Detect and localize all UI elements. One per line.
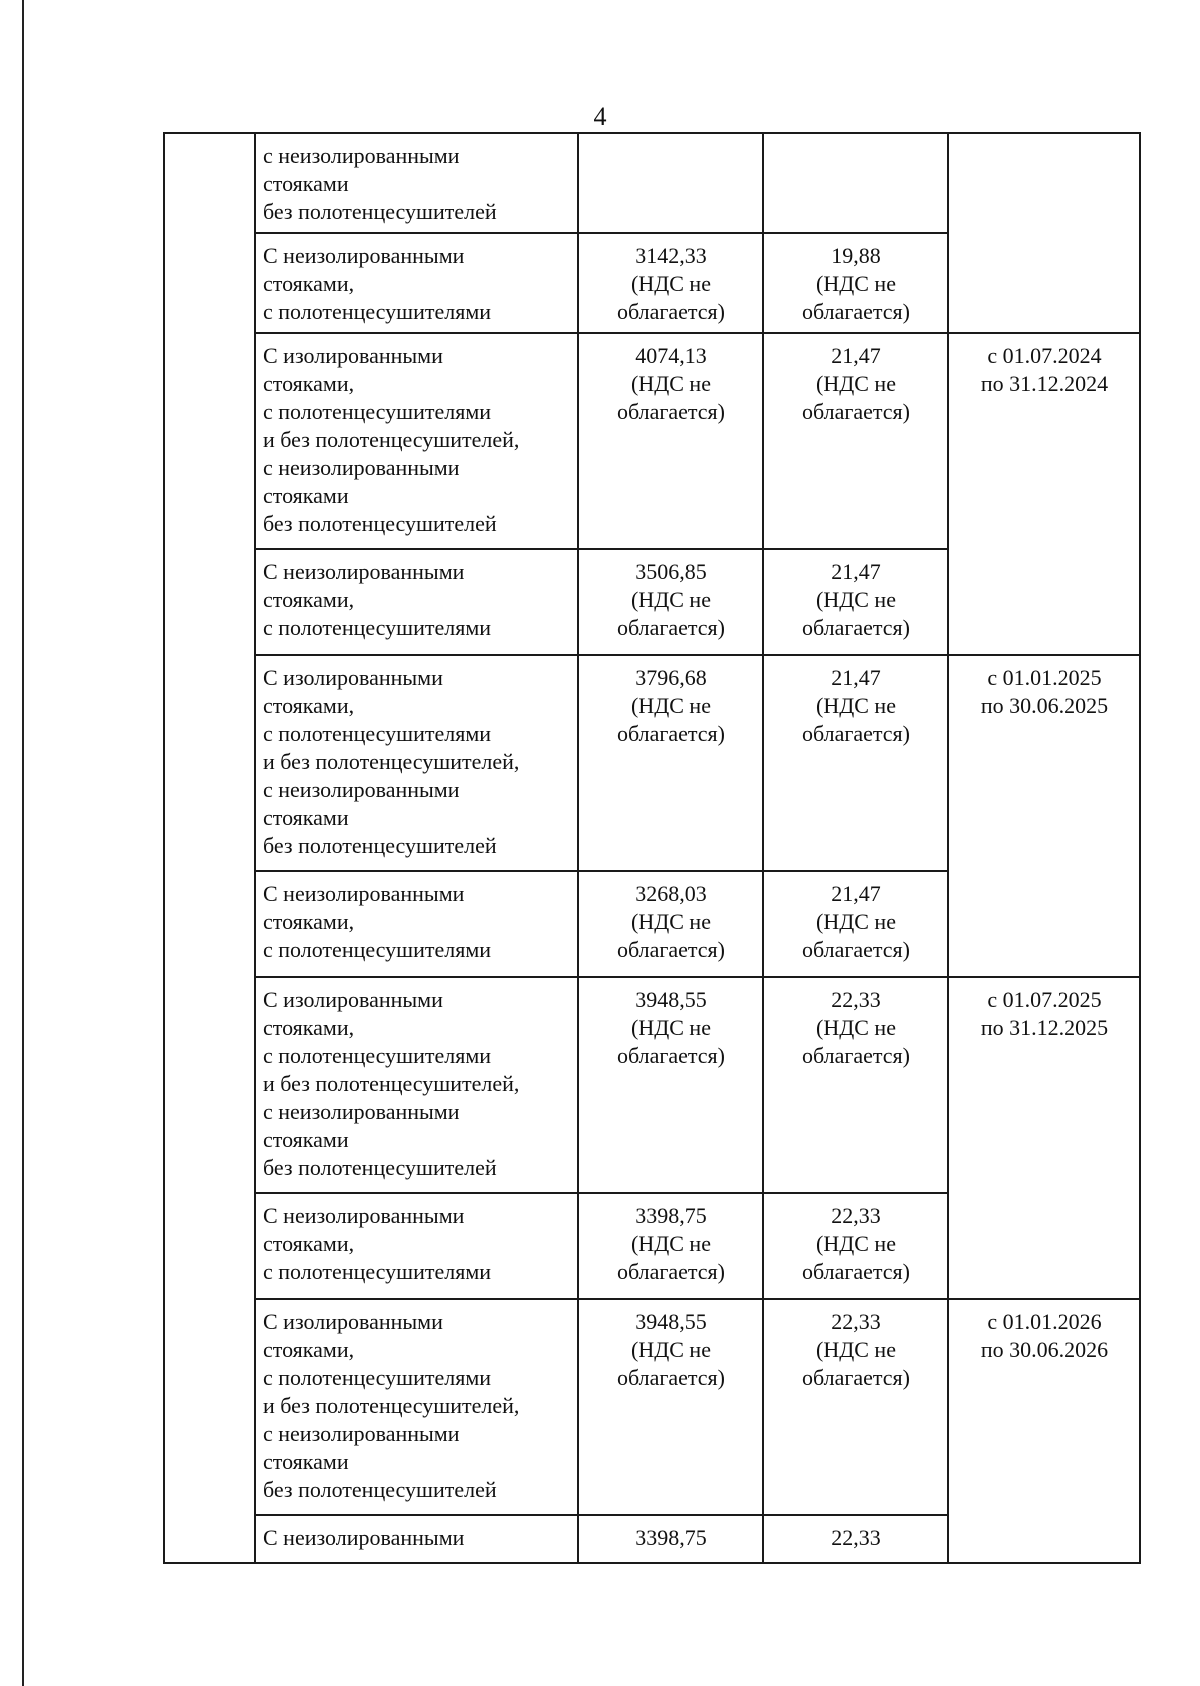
tariff-value: 3398,75 [578, 1515, 763, 1563]
riser-description: С неизолированными стояками, с полотенцесушителями [255, 1193, 578, 1299]
page-number: 4 [593, 102, 607, 131]
row-number-cell [164, 133, 255, 1563]
norm-value: 21,47 (НДС не облагается) [763, 655, 948, 871]
riser-description: с неизолированными стояками без полотенцесушителей [255, 133, 578, 233]
norm-value [763, 133, 948, 233]
table-row [164, 133, 1140, 233]
riser-description: С изолированными стояками, с полотенцесушителями и без полотенцесушителей, с неизолированными стояками без полотенцесушителей [255, 333, 578, 549]
table-row [164, 333, 1140, 549]
tariff-value: 3506,85 (НДС не облагается) [578, 549, 763, 655]
tariff-value: 4074,13 (НДС не облагается) [578, 333, 763, 549]
norm-value: 19,88 (НДС не облагается) [763, 233, 948, 333]
table-row [164, 655, 1140, 871]
norm-value: 22,33 (НДС не облагается) [763, 1299, 948, 1515]
tariff-value: 3796,68 (НДС не облагается) [578, 655, 763, 871]
norm-value: 22,33 [763, 1515, 948, 1563]
norm-value: 21,47 (НДС не облагается) [763, 333, 948, 549]
riser-description: С изолированными стояками, с полотенцесушителями и без полотенцесушителей, с неизолированными стояками без полотенцесушителей [255, 977, 578, 1193]
tariff-value: 3142,33 (НДС не облагается) [578, 233, 763, 333]
binding-margin-line [22, 0, 24, 1686]
validity-period [948, 133, 1140, 333]
riser-description: С изолированными стояками, с полотенцесушителями и без полотенцесушителей, с неизолированными стояками без полотенцесушителей [255, 655, 578, 871]
tariff-value [578, 133, 763, 233]
norm-value: 21,47 (НДС не облагается) [763, 549, 948, 655]
riser-description: С изолированными стояками, с полотенцесушителями и без полотенцесушителей, с неизолированными стояками без полотенцесушителей [255, 1299, 578, 1515]
validity-period: с 01.01.2025 по 30.06.2025 [948, 655, 1140, 977]
tariff-value: 3948,55 (НДС не облагается) [578, 977, 763, 1193]
tariff-value: 3948,55 (НДС не облагается) [578, 1299, 763, 1515]
riser-description: С неизолированными стояками, с полотенцесушителями [255, 233, 578, 333]
riser-description: С неизолированными стояками, с полотенцесушителями [255, 871, 578, 977]
table-row [164, 977, 1140, 1193]
table-row [164, 1299, 1140, 1515]
riser-description: С неизолированными стояками, с полотенцесушителями [255, 549, 578, 655]
riser-description: С неизолированными [255, 1515, 578, 1563]
validity-period: с 01.01.2026 по 30.06.2026 [948, 1299, 1140, 1563]
norm-value: 22,33 (НДС не облагается) [763, 977, 948, 1193]
validity-period: с 01.07.2024 по 31.12.2024 [948, 333, 1140, 655]
norm-value: 21,47 (НДС не облагается) [763, 871, 948, 977]
tariff-value: 3268,03 (НДС не облагается) [578, 871, 763, 977]
norm-value: 22,33 (НДС не облагается) [763, 1193, 948, 1299]
tariff-value: 3398,75 (НДС не облагается) [578, 1193, 763, 1299]
tariff-table [163, 132, 1141, 1564]
validity-period: с 01.07.2025 по 31.12.2025 [948, 977, 1140, 1299]
